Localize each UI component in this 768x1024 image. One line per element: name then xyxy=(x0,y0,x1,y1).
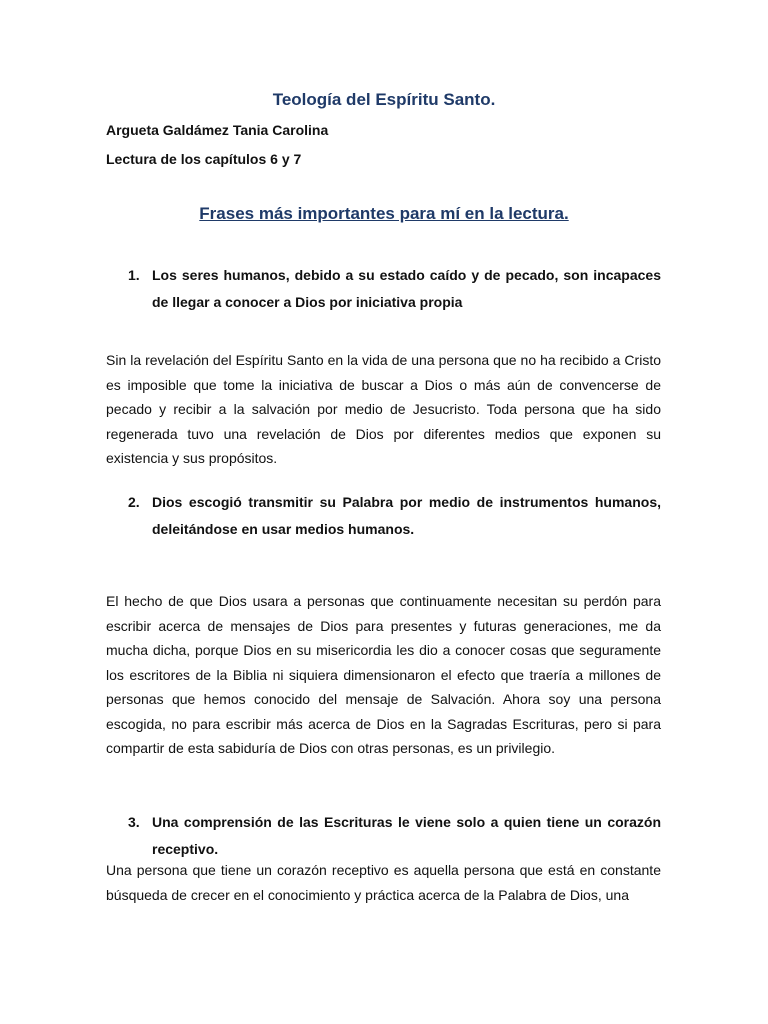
paragraph-1: Sin la revelación del Espíritu Santo en la vida de una persona que no ha recibido a Cristo es imposible que tome la iniciativa de buscar a Dios o más aún de convencerse de pecado y recibir a la salvación por medio de Jesucristo. Toda persona que ha sido regenerada tuvo una revelación de Dios por diferentes medios que exponen su existencia y sus propósitos. xyxy=(106,352,661,466)
point-text: Una comprensión de las Escrituras le viene solo a quien tiene un corazón receptivo. xyxy=(152,814,661,857)
author-name: Argueta Galdámez Tania Carolina xyxy=(106,122,329,138)
list-item-point-3 xyxy=(128,809,661,863)
list-item-point-2 xyxy=(128,489,661,543)
point-number: 1. xyxy=(128,267,140,283)
paragraph-3: Una persona que tiene un corazón receptivo es aquella persona que está en constante búsqueda de crecer en el conocimiento y práctica acerca de la Palabra de Dios, una xyxy=(106,862,661,903)
reading-subtitle: Lectura de los capítulos 6 y 7 xyxy=(106,151,302,167)
paragraph-2: El hecho de que Dios usara a personas que continuamente necesitan su perdón para escribir acerca de mensajes de Dios para presentes y futuras generaciones, me da mucha dicha, porque Dios en su misericordia les dio a conocer cosas que seguramente los escritores de la Biblia ni siquiera dimensionaron el efecto que traería a millones de personas que hemos conocido del mensaje de Salvación. Ahora soy una persona escogida, no para escribir más acerca de Dios en la Sagradas Escrituras, pero si para compartir de esta sabiduría de Dios con otras personas, es un privilegio. xyxy=(106,593,661,756)
section-heading: Frases más importantes para mí en la lectura. xyxy=(199,204,569,223)
list-item-point-1 xyxy=(128,262,661,316)
point-number: 2. xyxy=(128,494,140,510)
point-text: Dios escogió transmitir su Palabra por medio de instrumentos humanos, deleitándose en usar medios humanos. xyxy=(152,494,661,537)
document-title: Teología del Espíritu Santo. xyxy=(272,90,496,109)
point-text: Los seres humanos, debido a su estado caído y de pecado, son incapaces de llegar a conocer a Dios por iniciativa propia xyxy=(152,267,661,310)
point-number: 3. xyxy=(128,814,140,830)
